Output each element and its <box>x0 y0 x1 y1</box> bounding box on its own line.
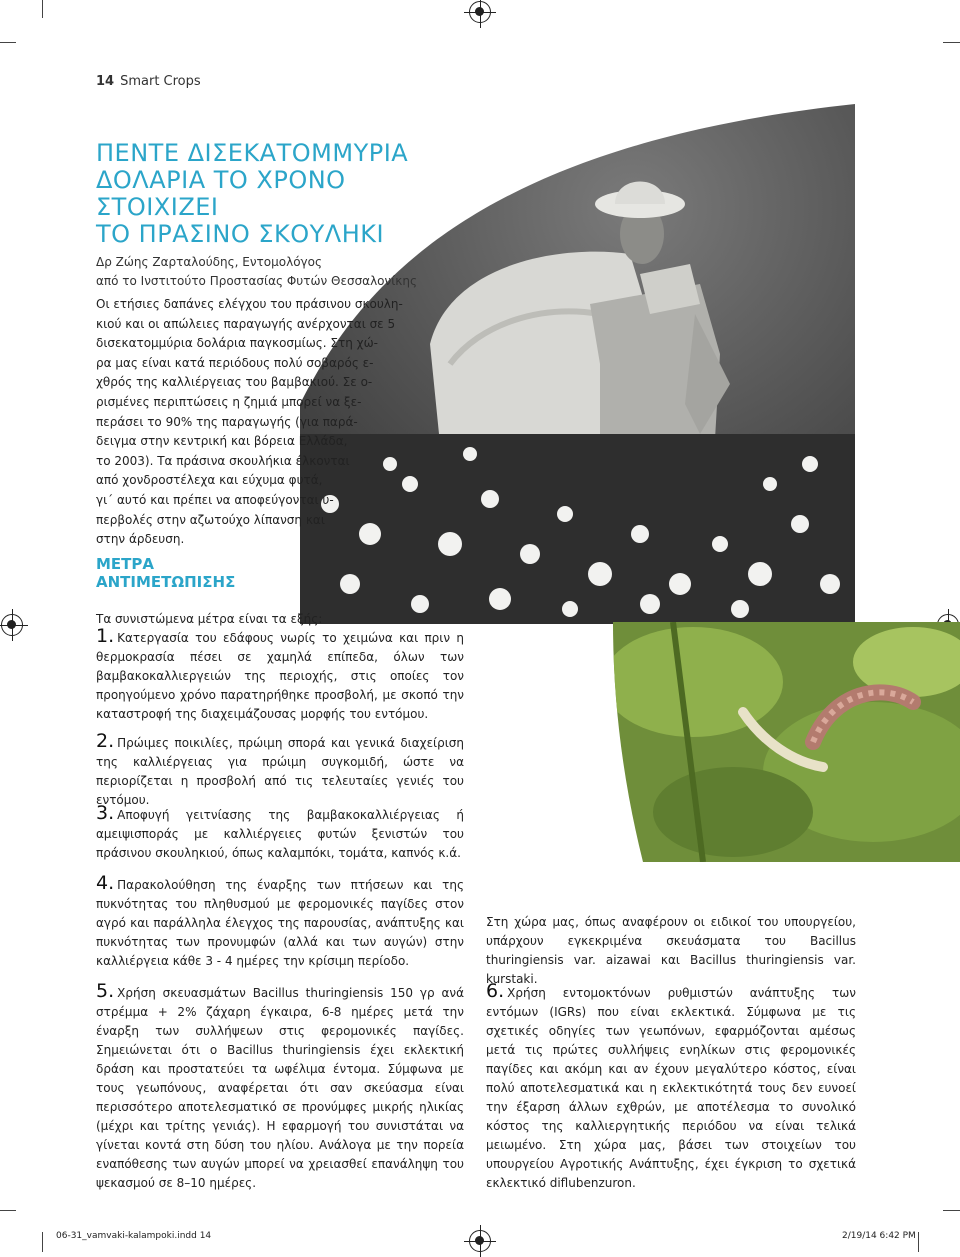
title-line: ΔΟΛΑΡΙΑ ΤΟ ΧΡΟΝΟ ΣΤΟΙΧΙΖΕΙ <box>96 166 346 221</box>
crop-mark <box>42 0 43 18</box>
measure-text: Κατεργασία του εδάφους νωρίς το χειμώνα και πριν η θερμοκρασία πέσει σε χαμηλά επίπεδα, όλων των βαμβακοκαλλιεργειών της περιοχής, στις οποίες τον προηγούμενο χρόνο παρατηρήθηκε προσβολή, με σκοπό την καταστροφή της διαχειμάζουσας μορφής του εντόμου. <box>96 631 464 721</box>
article-title <box>96 140 476 248</box>
measure-text: Παρακολούθηση της έναρξης των πτήσεων και της πυκνότητας του πληθυσμού με φερομονικές παγίδες στον αγρό και παράλληλα έλεγχος της παρουσίας, ανάπτυξης και πυκνότητας των προνυμφών (αλλά και των αυγών) στην καλλιέργεια κάθε 3 - 4 ημέρες την κρίσιμη περίοδο. <box>96 878 464 968</box>
lead-line: από χονδροστέλεχα και εύχυμα φυτά, <box>96 473 323 488</box>
measure-item <box>96 627 464 724</box>
measure-text: Χρήση εντομοκτόνων ρυθμιστών ανάπτυξης των εντόμων (IGRs) που είναι εκλεκτικά. Σύμφωνα με τις σχετικές οδηγίες των γεωπόνων, εφαρμόζονται αμέσως μετά τις πρώτες συλλήψεις ενηλίκων στις φερομονικές παγίδες και ακόμη και αν έχουν μεγαλύτερο κόστος, είναι πολύ αποτελεσματικά και η εκλεκτικότητά τους δεν ευνοεί την έξαρση άλλων εχθρών, με αποτέλεσμα το συνολικό κόστος της καλλιεργητικής περιόδου να είναι τελικά μειωμένο. Στη χώρα μας, βάσει των στοιχείων του υπουργείου Αγροτικής Ανάπτυξης, έχει έγκριση το σχετικά εκλεκτικό diflubenzuron. <box>486 986 856 1190</box>
measure-number: 1. <box>96 625 115 647</box>
crop-mark <box>42 1232 43 1252</box>
author-byline <box>96 253 417 291</box>
measure-number: 6. <box>486 980 505 1002</box>
measure-item <box>486 982 856 1193</box>
author-line: από το Ινστιτούτο Προστασίας Φυτών Θεσσαλονίκης <box>96 274 418 288</box>
lead-line: δισεκατομμύρια δολάρια παγκοσμίως. Στη χώ- <box>96 336 378 351</box>
measure-item <box>96 874 464 971</box>
measure-text: Χρήση σκευασμάτων Bacillus thuringiensis 150 γρ ανά στρέμμα + 2% ζάχαρη έγκαιρα, 6-8 ημέρες μετά την έναρξη των συλλήψεων στις φερομονικές παγίδες. Σημειώνεται ότι ο Bacillus thuringiensis έχει εκλεκτική δράση και προστατεύει τα ωφέλιμα έντομα. Σύμφωνα με τους γεωπόνους, αναφέρεται ότι σαν σκεύασμα είναι περισσότερο αποτελεσματικό σε προνύμφες μικρής ηλικίας (μέχρι και τρίτης γενιάς). Η εφαρμογή του συνιστάται να γίνεται κοντά στη δύση του ηλίου. Ανάλογα με την πορεία εναπόθεσης των αυγών μπορεί να χρειασθεί επανάληψη του ψεκασμού σε 8–10 ημέρες. <box>96 986 464 1190</box>
measure-number: 2. <box>96 730 115 752</box>
measure-item <box>96 804 464 863</box>
author-line: Δρ Ζώης Ζαρταλούδης, Εντομολόγος <box>96 255 323 269</box>
measures-intro: Τα συνιστώμενα μέτρα είναι τα εξής: <box>96 612 323 626</box>
measure-number: 3. <box>96 802 115 824</box>
crop-mark <box>943 1210 960 1211</box>
registration-mark-icon <box>1 614 23 636</box>
registration-mark-icon <box>469 1230 491 1252</box>
caterpillar-photo <box>613 622 960 862</box>
crop-mark <box>918 1232 919 1252</box>
crop-mark <box>943 42 960 43</box>
measure-text: Αποφυγή γειτνίασης της βαμβακοκαλλιέργειας ή αμειψισποράς με καλλιέργειες φυτών ξενιστών του πράσινου σκουληκιού, όπως καλαμπόκι, τομάτα, καπνός κ.ά. <box>96 808 464 860</box>
measure-number: 4. <box>96 872 115 894</box>
lead-line: περάσει το 90% της παραγωγής (για παρά- <box>96 414 358 429</box>
slug-file: 06-31_vamvaki-kalampoki.indd 14 <box>56 1231 212 1241</box>
lead-line: στην άρδευση. <box>96 532 185 547</box>
lead-line: κιού και οι απώλειες παραγωγής ανέρχονται σε 5 <box>96 316 396 331</box>
right-column-paragraph: Στη χώρα μας, όπως αναφέρουν οι ειδικοί του υπουργείου, υπάρχουν εγκεκριμένα σκευάσματα του Bacillus thuringiensis var. aizawai και Bacillus thuringiensis var. kurstaki. <box>486 915 856 986</box>
section-heading-line: ΜΕΤΡΑ <box>96 555 155 573</box>
slug-date: 2/19/14 6:42 PM <box>842 1231 916 1241</box>
magazine-name: Smart Crops <box>120 74 201 89</box>
measure-item <box>96 982 464 1193</box>
lead-line: χθρός της καλλιέργειας του βαμβακιού. Σε ο- <box>96 375 373 390</box>
measure-item <box>96 732 464 810</box>
measure-number: 5. <box>96 980 115 1002</box>
crop-mark <box>0 1210 16 1211</box>
lead-line: δειγμα στην κεντρική και βόρεια Ελλάδα, <box>96 434 348 449</box>
lead-line: περβολές στην αζωτούχο λίπανση και <box>96 512 325 527</box>
lead-line: Οι ετήσιες δαπάνες ελέγχου του πράσινου σκουλη- <box>96 297 403 311</box>
section-heading-line: ΑΝΤΙΜΕΤΩΠΙΣΗΣ <box>96 573 236 591</box>
page-number: 14 <box>96 74 115 89</box>
lead-line: ρισμένες περιπτώσεις η ζημιά μπορεί να ξε- <box>96 394 362 409</box>
section-heading <box>96 555 235 591</box>
lead-paragraph <box>96 295 403 550</box>
lead-line: το 2003). Τα πράσινα σκουλήκια έλκονται <box>96 453 350 468</box>
lead-line: ρα μας είναι κατά περιόδους πολύ σοβαρός ε- <box>96 355 374 370</box>
running-header <box>96 74 201 89</box>
measure-text: Πρώιμες ποικιλίες, πρώιμη σπορά και γενικά διαχείριση της καλλιέργειας για πρώιμη συγκομιδή, ώστε να περιορίζεται η προσβολή από τις τελευταίες γενιές του εντόμου. <box>96 736 464 807</box>
lead-line: γι΄ αυτό και πρέπει να αποφεύγονται υ- <box>96 492 334 507</box>
title-line: ΤΟ ΠΡΑΣΙΝΟ ΣΚΟΥΛΗΚΙ <box>96 220 385 248</box>
title-line: ΠΕΝΤΕ ΔΙΣΕΚΑΤΟΜΜΥΡΙΑ <box>96 139 409 167</box>
registration-mark-icon <box>469 1 491 23</box>
crop-mark <box>0 42 16 43</box>
